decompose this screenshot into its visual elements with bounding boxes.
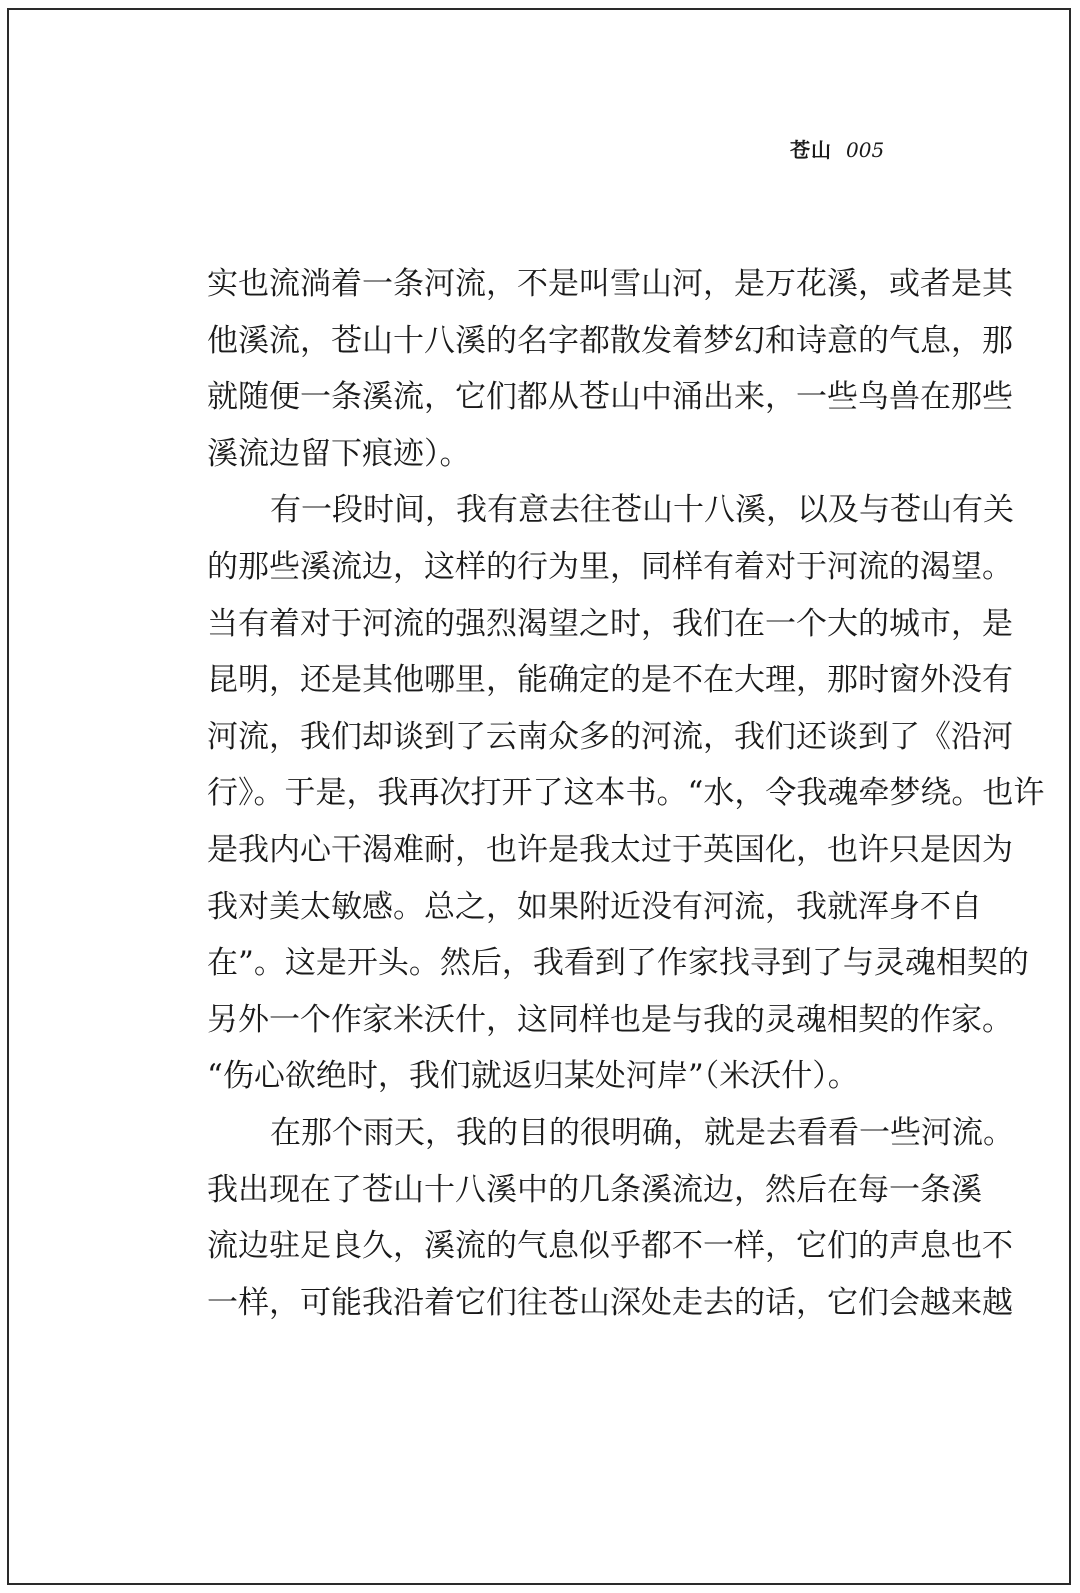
body-text [207, 256, 1045, 1331]
text-line: 当有着对于河流的强烈渴望之时，我们在一个大的城市，是 [207, 605, 1013, 642]
running-head [790, 132, 910, 168]
text-line: “伤心欲绝时，我们就返归某处河岸”（米沃什）。 [207, 1058, 859, 1095]
text-line: 河流，我们却谈到了云南众多的河流，我们还谈到了《沿河 [207, 718, 1013, 755]
text-line: 另外一个作家米沃什，这同样也是与我的灵魂相契的作家。 [207, 1001, 1013, 1038]
text-line: 就随便一条溪流，它们都从苍山中涌出来，一些鸟兽在那些 [207, 379, 1013, 416]
text-line: 在”。这是开头。然后，我看到了作家找寻到了与灵魂相契的 [207, 945, 1029, 982]
text-line: 他溪流，苍山十八溪的名字都散发着梦幻和诗意的气息，那 [207, 322, 1013, 359]
text-line: 实也流淌着一条河流，不是叫雪山河，是万花溪，或者是其 [207, 266, 1013, 302]
text-line: 一样，可能我沿着它们往苍山深处走去的话，它们会越来越 [207, 1284, 1013, 1321]
text-line: 行》。于是，我再次打开了这本书。“水，令我魂牵梦绕。也许 [207, 775, 1045, 812]
text-line: 昆明，还是其他哪里，能确定的是不在大理，那时窗外没有 [207, 662, 1013, 699]
chapter-title: 苍山 [790, 138, 832, 162]
page-number: 005 [846, 138, 885, 162]
paragraph-first-line: 在那个雨天，我的目的很明确，就是去看看一些河流。 [270, 1114, 1014, 1151]
text-line: 流边驻足良久，溪流的气息似乎都不一样，它们的声息也不 [207, 1228, 1013, 1265]
text-line: 我出现在了苍山十八溪中的几条溪流边，然后在每一条溪 [207, 1171, 982, 1208]
text-line: 是我内心干渴难耐，也许是我太过于英国化，也许只是因为 [207, 831, 1013, 868]
text-line: 的那些溪流边，这样的行为里，同样有着对于河流的渴望。 [207, 548, 1013, 585]
paragraph-first-line: 有一段时间，我有意去往苍山十八溪，以及与苍山有关 [270, 492, 1014, 529]
text-line: 溪流边留下痕迹）。 [207, 435, 471, 472]
text-line: 我对美太敏感。总之，如果附近没有河流，我就浑身不自 [207, 888, 982, 925]
